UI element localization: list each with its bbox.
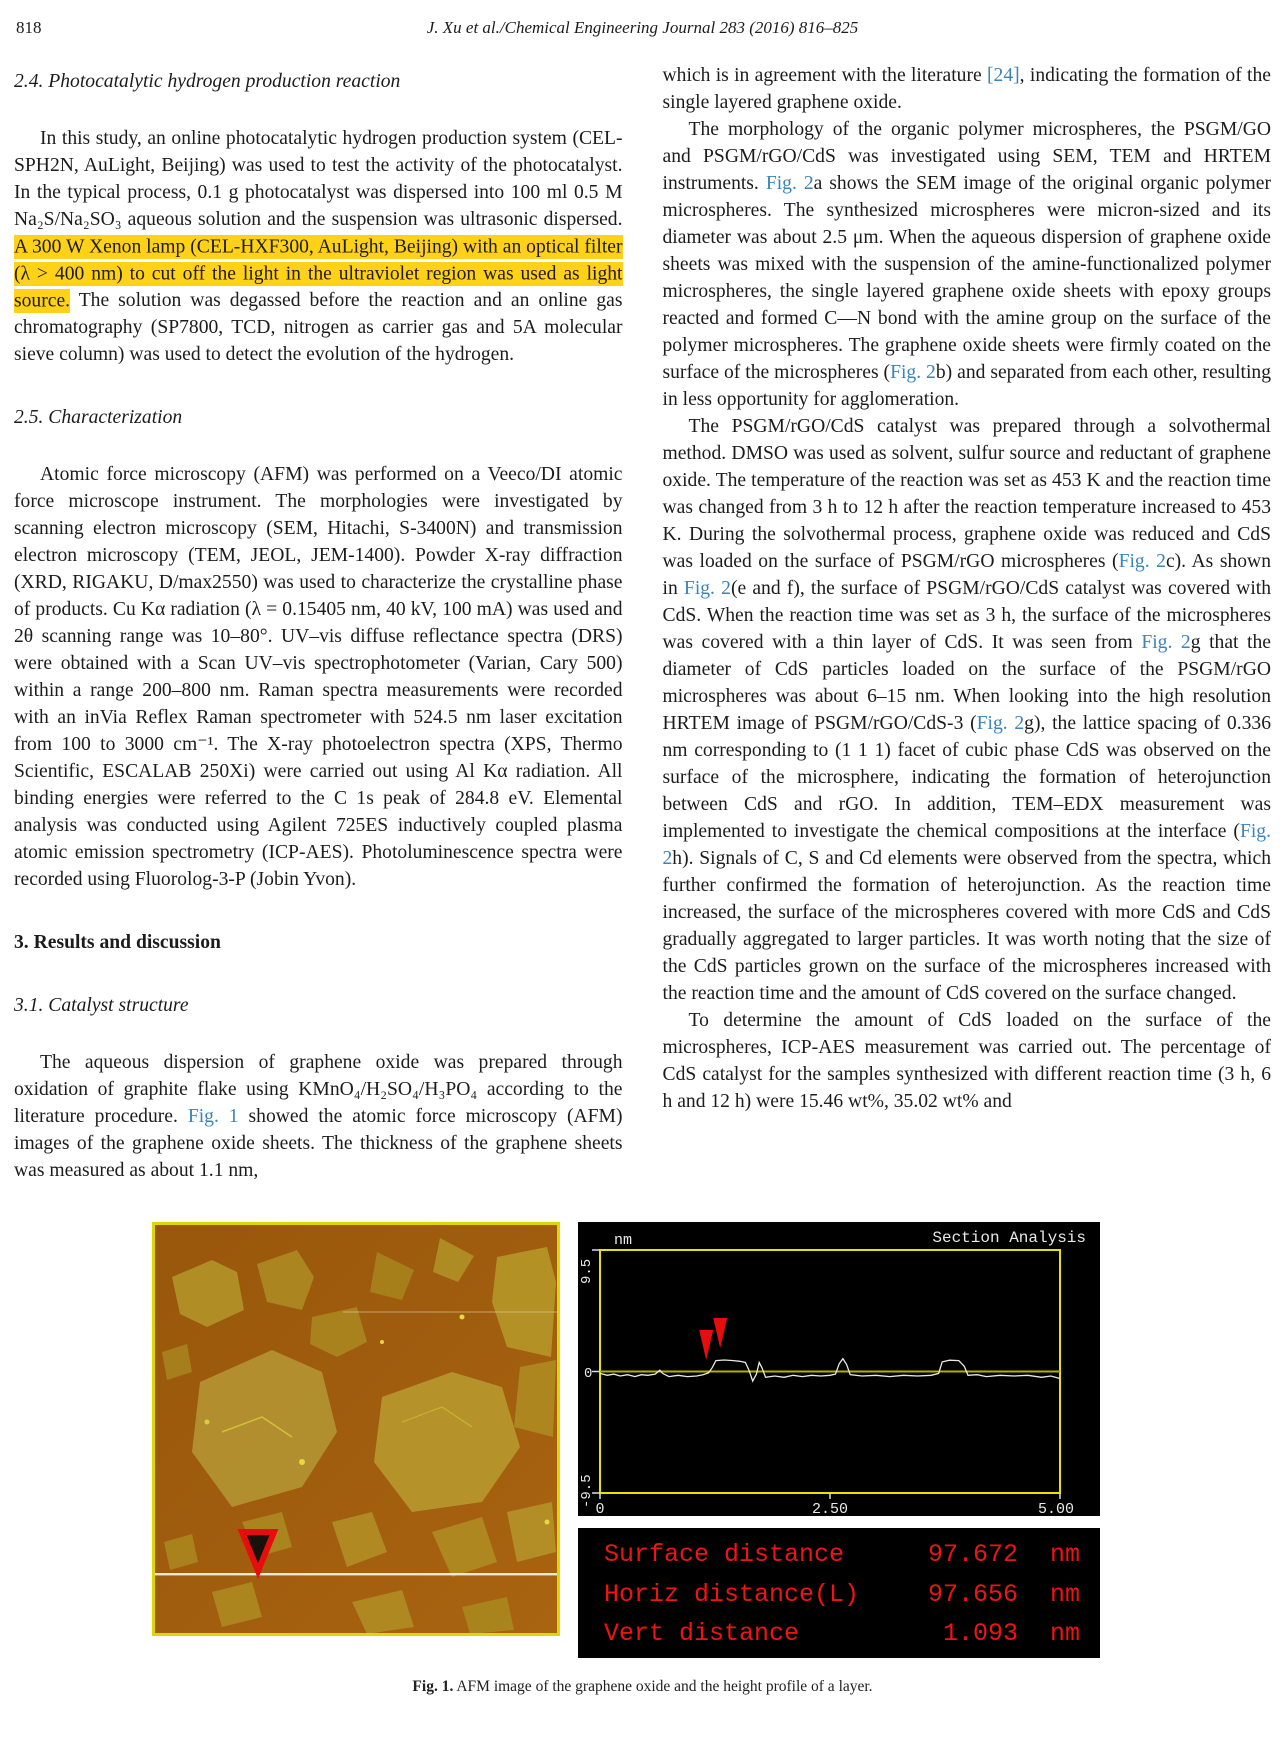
text-run: 2.4. Photocatalytic hydrogen production reaction xyxy=(14,71,401,92)
figure-1-right-stack xyxy=(578,1222,1100,1658)
figure-caption xyxy=(0,1678,1285,1696)
citation-link[interactable]: [24] xyxy=(987,65,1020,86)
text-run: To determine the amount of CdS loaded on the surface of the microspheres, ICP-AES measurement was carried out. The percentage of CdS catalyst for the samples synthesized with different reaction time (3 h, 6 h and 12 h) were 15.46 wt%, 35.02 wt% and xyxy=(662,1010,1271,1112)
measurement-unit: nm xyxy=(1049,1540,1080,1569)
section-analysis-plot xyxy=(578,1222,1100,1516)
text-run: (e and f), the surface of PSGM/rGO/CdS catalyst was covered with CdS. When the reaction time was set as 3 h, the surface of the microspheres was covered with a thin layer of CdS. It was seen from xyxy=(662,578,1271,653)
paragraph xyxy=(14,461,623,893)
measurement-label: Vert distance xyxy=(604,1619,800,1648)
plot-title: Section Analysis xyxy=(932,1229,1086,1247)
figure-caption-label: Fig. 1. xyxy=(412,1678,454,1695)
section-analysis-panel xyxy=(578,1222,1100,1516)
afm-image xyxy=(152,1222,560,1636)
section-heading xyxy=(14,404,623,431)
text-run: g), the lattice spacing of 0.336 nm corresponding to (1 1 1) facet of cubic phase CdS was observed on the surface of the microsphere, indicating the formation of heterojunction between CdS and rGO. In addition, TEM–EDX measurement was implemented to investigate the chemical compositions at the interface ( xyxy=(662,713,1271,842)
measurement-unit: nm xyxy=(1049,1619,1080,1648)
section-heading xyxy=(14,929,623,956)
measurement-value: 1.093 xyxy=(942,1619,1018,1648)
section-heading xyxy=(14,68,623,95)
text-run: The solution was degassed before the reaction and an online gas chromatography (SP7800, TCD, nitrogen as carrier gas and 5A molecular sieve column) was used to detect the evolution of the hydrogen. xyxy=(14,290,623,365)
x-tick-0: 0 xyxy=(595,1501,605,1516)
citation-link[interactable]: Fig. 2 xyxy=(765,173,814,194)
citation-link[interactable]: Fig. 2 xyxy=(976,713,1025,734)
highlighted-text: A 300 W Xenon lamp (CEL-HXF300, AuLight, Beijing) with an optical filter (λ > 400 nm) to cut off the light in the ultraviolet region was used as light source. xyxy=(14,236,623,311)
measurements-box xyxy=(578,1528,1100,1658)
afm-image-graphic xyxy=(152,1222,560,1636)
page-header xyxy=(0,0,1285,46)
text-run: , indicating the formation of the single layered graphene oxide. xyxy=(662,65,1271,113)
paragraph xyxy=(663,1007,1272,1115)
paragraph xyxy=(663,413,1272,1007)
text-run: g that the diameter of CdS particles loaded on the surface of the PSGM/rGO microspheres was about 6–15 nm. When looking into the high resolution HRTEM image of PSGM/rGO/CdS-3 ( xyxy=(662,632,1271,734)
measurement-row xyxy=(604,1580,1080,1609)
measurement-label: Surface distance xyxy=(604,1540,845,1569)
paragraph xyxy=(14,1049,623,1184)
citation-link[interactable]: Fig. 2 xyxy=(683,578,731,599)
y-tick-top: 9.5 xyxy=(579,1258,595,1284)
x-tick-mid: 2.50 xyxy=(811,1501,849,1516)
y-axis-unit-label: nm xyxy=(614,1232,633,1249)
paragraph xyxy=(14,125,623,368)
text-run: In this study, an online photocatalytic hydrogen production system (CEL-SPH2N, AuLight, Beijing) was used to test the activity of the photocatalyst. In the typical process, 0.1 g photocatalyst was dispersed into 100 ml 0.5 M Na₂S/Na₂SO₃ aqueous solution and the suspension was ultrasonic dispersed. xyxy=(14,128,623,230)
paragraph xyxy=(663,116,1272,413)
text-run: which is in agreement with the literature xyxy=(662,65,988,86)
citation-link[interactable]: Fig. 2 xyxy=(1118,551,1166,572)
article-body xyxy=(0,62,1285,1184)
text-run: 3. Results and discussion xyxy=(14,932,221,953)
citation-link[interactable]: Fig. 2 xyxy=(890,362,936,383)
measurement-row xyxy=(604,1540,1080,1569)
right-column xyxy=(663,62,1272,1184)
text-run: showed the atomic force microscopy (AFM) images of the graphene oxide sheets. The thickness of the graphene sheets was measured as about 1.1 nm, xyxy=(14,1106,623,1181)
left-column xyxy=(14,62,623,1184)
x-tick-end: 5.00 xyxy=(1037,1501,1075,1516)
section-heading xyxy=(14,992,623,1019)
citation-link[interactable]: Fig. 2 xyxy=(1141,632,1191,653)
figure-1 xyxy=(0,1222,1285,1696)
paragraph xyxy=(663,62,1272,116)
text-run: 3.1. Catalyst structure xyxy=(14,995,189,1016)
page-number: 818 xyxy=(16,18,42,37)
figure-caption-text: AFM image of the graphene oxide and the height profile of a layer. xyxy=(453,1678,873,1695)
journal-citation: J. Xu et al./Chemical Engineering Journal 283 (2016) 816–825 xyxy=(426,18,859,37)
text-run: b) and separated from each other, resulting in less opportunity for agglomeration. xyxy=(662,362,1271,410)
text-run: c). As shown in xyxy=(662,551,1271,599)
text-run: The aqueous dispersion of graphene oxide was prepared through oxidation of graphite flake using KMnO₄/H₂SO₄/H₃PO₄ according to the literature procedure. xyxy=(14,1052,623,1127)
text-run: 2.5. Characterization xyxy=(14,407,183,428)
text-run: The PSGM/rGO/CdS catalyst was prepared through a solvothermal method. DMSO was used as solvent, sulfur source and reductant of graphene oxide. The temperature of the reaction was set as 453 K and the reaction time was changed from 3 h to 12 h after the reaction temperature increased to 453 K. During the solvothermal process, graphene oxide was reduced and CdS was loaded on the surface of PSGM/rGO microspheres ( xyxy=(662,416,1271,572)
y-tick-zero: 0 xyxy=(584,1366,593,1382)
text-run: h). Signals of C, S and Cd elements were observed from the spectra, which further confirmed the formation of heterojunction. As the reaction time increased, the surface of the microspheres covered with more CdS and CdS gradually aggregated to larger particles. It was worth noting that the size of the CdS particles grown on the surface of the microspheres increased with the reaction time and the amount of CdS covered on the surface changed. xyxy=(662,848,1271,1004)
measurement-value: 97.656 xyxy=(927,1579,1018,1609)
figure-1-panels xyxy=(152,1222,1285,1658)
text-run: The morphology of the organic polymer microspheres, the PSGM/GO and PSGM/rGO/CdS was investigated using SEM, TEM and HRTEM instruments. xyxy=(662,119,1271,194)
citation-link[interactable]: Fig. 2 xyxy=(662,821,1271,869)
measurement-unit: nm xyxy=(1049,1579,1080,1609)
y-tick-bottom: -9.5 xyxy=(579,1474,595,1508)
measurement-value: 97.672 xyxy=(927,1540,1018,1569)
measurement-label: Horiz distance(L) xyxy=(604,1579,860,1609)
text-run: a shows the SEM image of the original organic polymer microspheres. The synthesized microspheres were micron-sized and its diameter was about 2.5 μm. When the aqueous dispersion of graphene oxide sheets was mixed with the suspension of the amine-functionalized polymer microspheres, the single layered graphene oxide sheets with epoxy groups reacted and formed C—N bond with the amine group on the surface of the polymer microspheres. The graphene oxide sheets were firmly coated on the surface of the microspheres ( xyxy=(662,173,1272,383)
text-run: Atomic force microscopy (AFM) was performed on a Veeco/DI atomic force microscope instrument. The morphologies were investigated by scanning electron microscopy (SEM, Hitachi, S-3400N) and transmission electron microscopy (TEM, JEOL, JEM-1400). Powder X-ray diffraction (XRD, RIGAKU, D/max2550) was used to characterize the crystalline phase of products. Cu Kα radiation (λ = 0.15405 nm, 40 kV, 100 mA) was used and 2θ scanning range was 10–80°. UV–vis diffuse reflectance spectra (DRS) were obtained with a Scan UV–vis spectrophotometer (Varian, Cary 500) within a range 200–800 nm. Raman spectra measurements were recorded with an inVia Reflex Raman spectrometer with 524.5 nm laser excitation from 100 to 3000 cm⁻¹. The X-ray photoelectron spectra (XPS, Thermo Scientific, ESCALAB 250Xi) were carried out using Al Kα radiation. All binding energies were referred to the C 1s peak of 284.8 eV. Elemental analysis was conducted using Agilent 725ES inductively coupled plasma atomic emission spectrometry (ICP-AES). Photoluminescence spectra were recorded using Fluorolog-3-P (Jobin Yvon). xyxy=(14,464,623,890)
citation-link[interactable]: Fig. 1 xyxy=(187,1106,239,1127)
scan-line xyxy=(152,1573,560,1575)
measurement-row xyxy=(604,1619,1080,1648)
